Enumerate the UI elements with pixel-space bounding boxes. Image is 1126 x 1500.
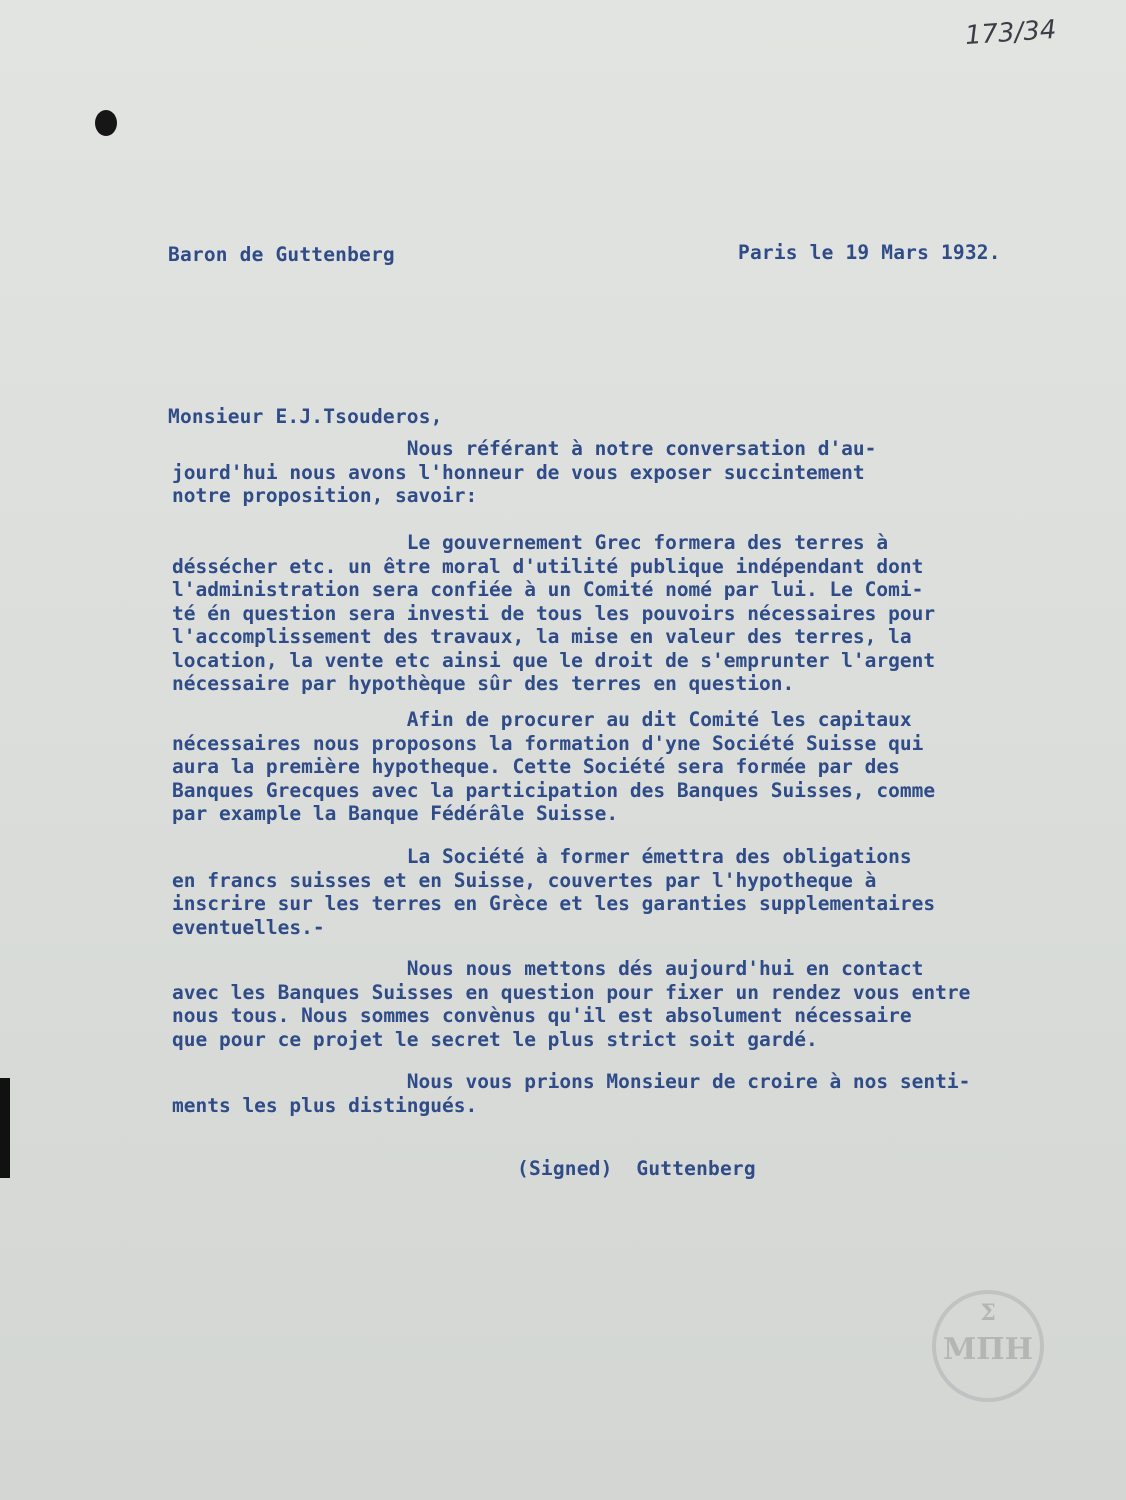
paragraph-line: nous tous. Nous sommes convènus qu'il est absolument nécessaire (172, 1004, 912, 1027)
paragraph-line: té én question sera investi de tous les pouvoirs nécessaires pour (172, 601, 936, 625)
paragraph-line: Nous nous mettons dés aujourd'hui en contact (172, 957, 924, 980)
paragraph-3 (172, 708, 1092, 826)
paragraph-4 (172, 845, 1092, 939)
paragraph-line: en francs suisses et en Suisse, couvertes par l'hypotheque à (172, 868, 877, 892)
paragraph-line: inscrire sur les terres en Grèce et les garanties supplementaires (172, 892, 936, 915)
paragraph-5 (172, 957, 1092, 1051)
paragraph-line: Nous référant à notre conversation d'au- (172, 437, 877, 460)
paragraph-2 (172, 531, 1092, 696)
paragraph-line: Nous vous prions Monsieur de croire à nos senti- (172, 1070, 971, 1093)
paragraph-line: location, la vente etc ainsi que le droit de s'emprunter l'argent (172, 648, 936, 672)
archive-reference: 173/34 (964, 14, 1058, 52)
paragraph-line: Banques Grecques avec la participation des Banques Suisses, comme (172, 778, 936, 802)
paragraph-line: nécessaires nous proposons la formation d'yne Société Suisse qui (172, 731, 924, 755)
paragraph-line: aura la première hypotheque. Cette Société sera formée par des (172, 755, 900, 778)
paragraph-line: l'administration sera confiée à un Comité nomé par lui. Le Comi- (172, 578, 924, 601)
paragraph-line: La Société à former émettra des obligations (172, 845, 912, 868)
paragraph-1 (172, 437, 1092, 508)
paragraph-line: déssécher etc. un être moral d'utilité publique indépendant dont (172, 554, 924, 578)
letter-date: Paris le 19 Mars 1932. (738, 241, 1001, 264)
paragraph-line: l'accomplissement des travaux, la mise en valeur des terres, la (172, 625, 912, 648)
paragraph-line: Le gouvernement Grec formera des terres à (172, 531, 889, 554)
paragraph-line: avec les Banques Suisses en question pour fixer un rendez vous entre (172, 980, 971, 1004)
paragraph-line: par example la Banque Fédérâle Suisse. (172, 802, 619, 825)
signature: (Signed) Guttenberg (517, 1157, 756, 1180)
paragraph-line: Afin de procurer au dit Comité les capitaux (172, 708, 912, 731)
paragraph-6 (172, 1070, 1092, 1117)
paragraph-line: notre proposition, savoir: (172, 484, 478, 507)
paragraph-line: ments les plus distingués. (172, 1093, 478, 1117)
sender-name: Baron de Guttenberg (168, 243, 395, 266)
salutation: Monsieur E.J.Tsouderos, (168, 405, 443, 428)
punch-hole (95, 110, 117, 136)
paragraph-line: nécessaire par hypothèque sûr des terres en question. (172, 672, 795, 695)
paragraph-line: jourd'hui nous avons l'honneur de vous exposer succintement (172, 460, 865, 484)
archive-stamp-logo: Σ ΜΠΗ (932, 1290, 1044, 1402)
paragraph-line: que pour ce projet le secret le plus strict soit gardé. (172, 1027, 818, 1051)
edge-mark (0, 1078, 10, 1178)
paragraph-line: eventuelles.- (172, 915, 325, 939)
